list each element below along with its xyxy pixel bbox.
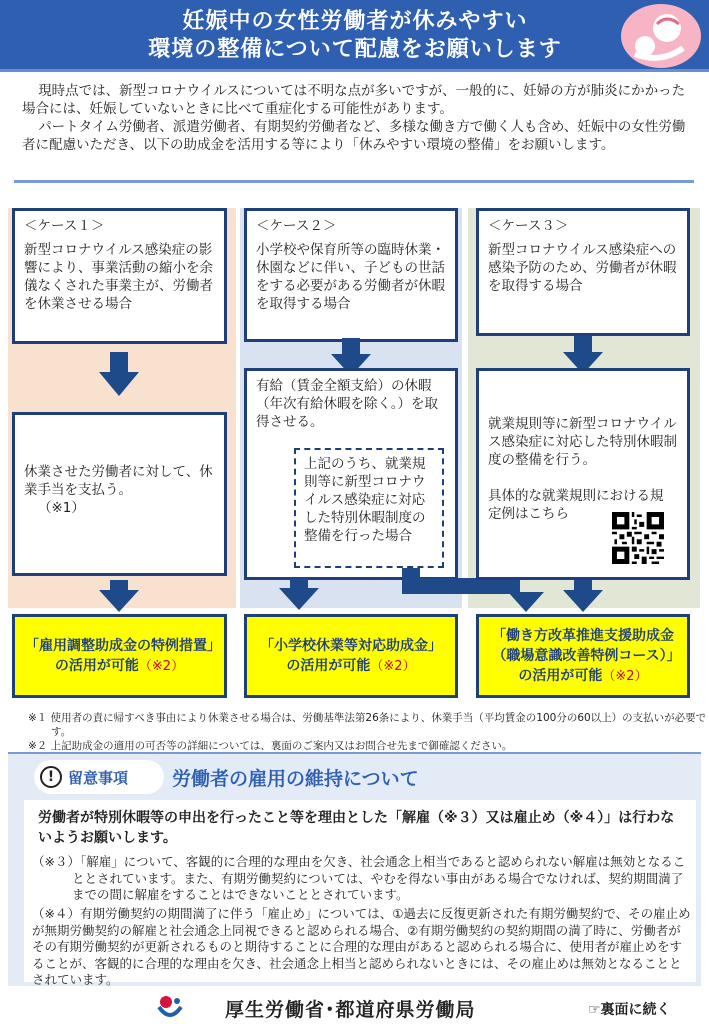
down-arrow-icon — [99, 372, 139, 396]
notice-lead: 労働者が特別休暇等の申出を行ったこと等を理由とした「解雇（※３）又は雇止め（※４）」は行わないようお願いします。 — [38, 810, 675, 846]
down-arrow-icon — [563, 590, 603, 612]
case3-condition-box — [476, 208, 690, 336]
case2-sub-action: 上記のうち、就業規則等に新型コロナウイルス感染症に対応した特別休暇制度の整備を行った場合 — [304, 456, 426, 544]
exclamation-icon: ! — [40, 766, 62, 788]
case3-result-note: （※2） — [602, 668, 648, 684]
notice-title: 労働者の雇用の維持について — [172, 768, 419, 790]
case2-label: ＜ケース２＞ — [256, 218, 337, 234]
case2-result: 「小学校休業等対応助成金」の活用が可能 — [260, 637, 442, 674]
case3-action-extra: 具体的な就業規則における規定例はこちら — [488, 488, 664, 522]
case3-condition: 新型コロナウイルス感染症への感染予防のため、労働者が休暇を取得する場合 — [488, 242, 677, 294]
case2-action: 有給（賃金全額支給）の休暇（年次有給休暇を除く。）を取得させる。 — [256, 378, 438, 430]
notice-note-4: （※４）有期労働契約の期間満了に伴う「雇止め」については、①過去に反復更新された有期労働契約で、その雇止めが無期労働契約の解雇と社会通念上同視できると認められる場合、②有期労働契約の契約期間の満了時に、労働者がその有期労働契約が更新されるものと期待することに合理的な理由があると認められる場合に、使用者が雇止めをすることが、客観的に合理的な理由を欠き、社会通念上相当と認められないときには、その雇止めは無効となることとされています。 — [32, 906, 691, 987]
case2-result-note: （※2） — [370, 658, 416, 674]
down-arrow-icon — [110, 352, 128, 374]
footnotes — [28, 711, 708, 753]
case2-result-box — [244, 614, 458, 698]
case1-condition-box — [12, 208, 227, 344]
notice-tag — [34, 760, 164, 794]
case3-result-box — [476, 614, 690, 698]
case1-label: ＜ケース１＞ — [24, 218, 105, 234]
case2-condition: 小学校や保育所等の臨時休業・休園などに伴い、子どもの世話をする必要がある労働者が休暇を取得する場合 — [256, 242, 445, 312]
notice-note-3: （※３）「解雇」について、客観的に合理的な理由を欠き、社会通念上相当であると認められない解雇は無効となることとされています。また、有期労働契約については、やむを得ない事由がある場合でなければ、契約期間満了までの間に解雇をすることはできないこととされています。 — [32, 854, 686, 902]
case2-condition-box — [244, 208, 458, 342]
case1-condition: 新型コロナウイルス感染症の影響により、事業活動の縮小を余儀なくされた事業主が、労働者を休業させる場合 — [24, 242, 213, 312]
footer-organization: 厚生労働省･都道府県労働局 — [225, 999, 476, 1021]
case3-action: 就業規則等に新型コロナウイルス感染症に対応した特別休暇制度の整備を行う。 — [488, 416, 677, 468]
intro-text: 現時点では、新型コロナウイルスについては不明な点が多いですが、一般的に、妊婦の方が肺炎にかかった場合には、妊娠していないときに比べて重症化する可能性があります。 パートタイム労働者、派遣労働者、有期契約労働者など、多様な働き方で働く人も含め、妊娠中の女性労働者に配慮いただき、以下の助成金を活用する等により「休みやすい環境の整備」をお願いします。 — [22, 83, 686, 153]
mhlw-logo-icon — [155, 993, 185, 1021]
connector-line — [402, 578, 520, 594]
down-arrow-icon — [508, 592, 544, 612]
down-arrow-icon — [99, 590, 139, 612]
case1-action: 休業させた労働者に対して、休業手当を支払う。 — [24, 464, 213, 498]
qr-code-icon[interactable] — [612, 512, 664, 564]
case1-action-box — [12, 412, 227, 576]
page-title: 妊娠中の女性労働者が休みやすい 環境の整備について配慮をお願いします — [148, 9, 562, 62]
case1-action-note: （※1） — [38, 500, 85, 516]
case3-label: ＜ケース３＞ — [488, 218, 569, 234]
case1-result-box — [12, 614, 227, 698]
case3-result: 「働き方改革推進支援助成金（職場意識改善特例コース）」の活用が可能 — [492, 627, 674, 684]
case2-sub-action-box — [294, 448, 444, 568]
continue-on-back-link: ☞裏面に続く — [588, 1002, 671, 1018]
footnote-1: ※１ 使用者の責に帰すべき事由により休業させる場合は、労働基準法第26条により、休業手当（平均賃金の100分の60以上）の支払いが必要です。 — [28, 712, 707, 738]
down-arrow-icon — [279, 588, 319, 610]
mother-and-baby-icon — [615, 2, 703, 70]
notice-tag-label: 留意事項 — [68, 768, 129, 787]
footnote-2: ※２ 上記助成金の適用の可否等の詳細については、裏面のご案内又はお問合せ先まで御確認ください。 — [28, 740, 513, 752]
case1-result: 「雇用調整助成金の特例措置」の活用が可能 — [25, 637, 214, 674]
divider — [14, 180, 694, 183]
case1-result-note: （※2） — [138, 658, 185, 674]
header-banner — [0, 0, 709, 72]
